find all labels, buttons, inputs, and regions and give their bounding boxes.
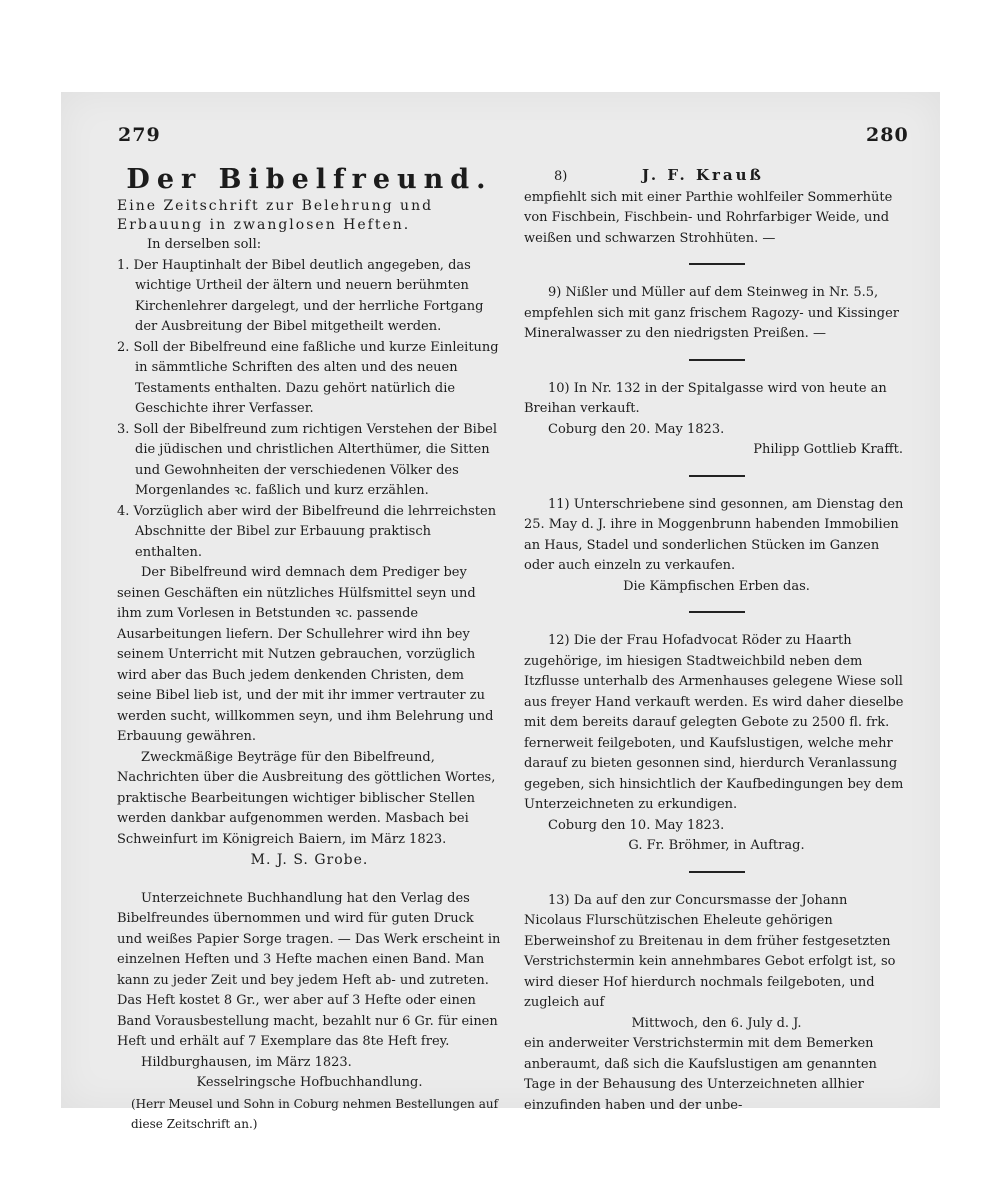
ad-11-signature: Die Kämpfischen Erben das.: [623, 578, 810, 594]
page-number-left: 279: [118, 124, 161, 146]
ad-11-text: 11) Unterschriebene sind gesonnen, am Dienstag den 25. May d. J. ihre in Moggenbrunn habenden Immobilien an Haus, Stadel und sonderlichen Stücken im Ganzen oder auch einzeln zu verkaufen.: [524, 496, 904, 573]
ad-12-signature: G. Fr. Bröhmer, in Auftrag.: [628, 838, 805, 853]
divider: [689, 359, 745, 361]
ad-8-number: 8): [554, 169, 568, 184]
page-number-right: 280: [866, 124, 909, 146]
ad-8-name: J. F. Krauß: [642, 166, 764, 184]
divider: [689, 871, 745, 873]
publisher-signature: Kesselringsche Hofbuchhandlung.: [196, 1075, 423, 1090]
ad-13-continuation: ein anderweiter Verstrichstermin mit dem Bemerken anberaumt, daß sich die Kaufslustigen am genannten Tage in der Behausung des Unterzeichneten allhier einzufinden haben und der unbe-: [524, 1036, 877, 1113]
divider: [689, 263, 745, 265]
list-item-1: 1. Der Hauptinhalt der Bibel deutlich angegeben, das wichtige Urtheil der ältern und neuern berühmten Kirchenlehrer dargelegt, und der herrliche Fortgang der Ausbreitung der Bibel mitgetheilt werden.: [117, 257, 484, 334]
ad-10-signature: Philipp Gottlieb Krafft.: [753, 442, 903, 457]
periodical-subtitle-line-2: Erbauung in zwanglosen Heften.: [117, 217, 411, 233]
list-item-2: 2. Soll der Bibelfreund eine faßliche und kurze Einleitung in sämmtliche Schriften des alten und des neuen Testaments enthalten. Dazu gehört natürlich die Geschichte ihrer Verfasser.: [117, 339, 499, 416]
list-item-3: 3. Soll der Bibelfreund zum richtigen Verstehen der Bibel die jüdischen und christlichen Alterthümer, die Sitten und Gewohnheiten der verschiedenen Völker des Morgenlandes ꝛc. faßlich und kurz erzählen.: [117, 421, 497, 498]
spacer: [117, 871, 502, 889]
periodical-title: Der Bibelfreund.: [126, 164, 493, 195]
ad-10-text: 10) In Nr. 132 in der Spitalgasse wird von heute an Breihan verkauft.: [524, 380, 887, 416]
publisher-paragraph: Unterzeichnete Buchhandlung hat den Verlag des Bibelfreundes übernommen und wird für guten Druck und weißes Papier Sorge tragen. — Das Werk erscheint in einzelnen Heften und 3 Hefte machen einen Band. Man kann zu jeder Zeit und bey jedem Heft ab- und zutreten. Das Heft kostet 8 Gr., wer aber auf 3 Hefte oder einen Band Vorausbestellung macht, bezahlt nur 6 Gr. für einen Heft und erhält auf 7 Exemplare das 8te Heft frey.: [117, 890, 501, 1049]
ad-12-place-date: Coburg den 10. May 1823.: [548, 817, 725, 833]
right-column: [524, 165, 909, 1116]
publisher-place-date: Hildburghausen, im März 1823.: [141, 1054, 352, 1070]
ad-13-text: 13) Da auf den zur Concursmasse der Johann Nicolaus Flurschützischen Eheleute gehörigen Eberweinshof zu Breitenau in dem früher festgesetzten Verstrichstermin kein annehmbares Gebot erfolgt ist, so wird dieser Hof hierdurch nochmals feilgeboten, und zugleich auf: [524, 892, 896, 1010]
periodical-subtitle-line-1: Eine Zeitschrift zur Belehrung und: [117, 198, 434, 214]
list-item-4: 4. Vorzüglich aber wird der Bibelfreund die lehrreichsten Abschnitte der Bibel zur Erbauung praktisch enthalten.: [117, 503, 497, 560]
intro-line: In derselben soll:: [147, 237, 262, 252]
ad-10-place-date: Coburg den 20. May 1823.: [548, 421, 725, 437]
left-column: [117, 165, 502, 1135]
ad-12-text: 12) Die der Frau Hofadvocat Röder zu Haarth zugehörige, im hiesigen Stadtweichbild neben dem Itzflusse unterhalb des Armenhauses gelegene Wiese soll aus freyer Hand verkauft werden. Es wird daher dieselbe mit dem bereits darauf gelegten Gebote zu 2500 fl. frk. fernerweit feilgeboten, und Kaufslustigen, welche mehr darauf zu bieten gesonnen sind, hierdurch Veranlassung gegeben, sich hinsichtlich der Kaufbedingungen bey dem Unterzeichneten zu erkundigen.: [524, 633, 904, 812]
description-paragraph: Der Bibelfreund wird demnach dem Prediger bey seinen Geschäften ein nützliches Hülfsmittel seyn und ihm zum Vorlesen in Betstunden ꝛc. passende Ausarbeitungen liefern. Der Schullehrer wird ihn bey seinem Unterricht mit Nutzen gebrauchen, vorzüglich wird aber das Buch jedem denkenden Christen, dem seine Bibel lieb ist, und der mit ihr immer vertrauter zu werden sucht, willkommen seyn, und ihm Belehrung und Erbauung gewähren.: [117, 565, 494, 744]
author-signature: M. J. S. Grobe.: [250, 852, 369, 868]
ad-13-date: Mittwoch, den 6. July d. J.: [631, 1015, 802, 1031]
contributions-paragraph: Zweckmäßige Beyträge für den Bibelfreund, Nachrichten über die Ausbreitung des göttlichen Wortes, praktische Bearbeitungen wichtiger biblischer Stellen werden dankbar aufgenommen werden. Masbach bei Schweinfurt im Königreich Baiern, im März 1823.: [117, 749, 496, 847]
footnote: (Herr Meusel und Sohn in Coburg nehmen Bestellungen auf diese Zeitschrift an.): [131, 1096, 499, 1131]
ad-8-header: [524, 165, 909, 188]
ad-8-text: empfiehlt sich mit einer Parthie wohlfeiler Sommerhüte von Fischbein, Fischbein- und Rohrfarbiger Weide, und weißen und schwarzen Strohhüten. —: [524, 189, 893, 246]
divider: [689, 475, 745, 477]
ad-9-text: 9) Nißler und Müller auf dem Steinweg in Nr. 5.5, empfehlen sich mit ganz frischem Ragozy- und Kissinger Mineralwasser zu den niedrigsten Preißen. —: [524, 285, 899, 341]
divider: [689, 611, 745, 613]
